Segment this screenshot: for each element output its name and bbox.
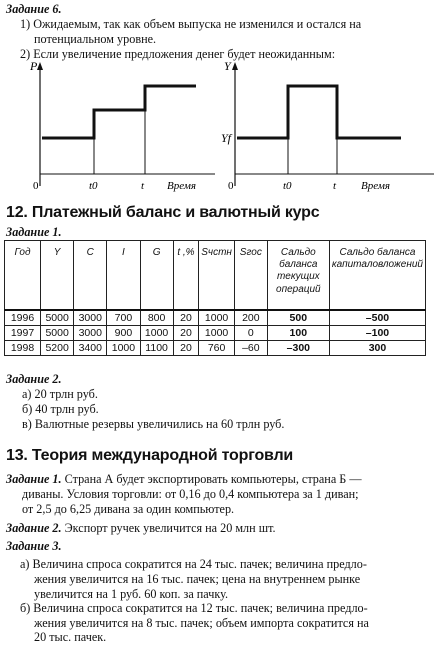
y-axis-arrow-icon [37, 62, 43, 70]
task6-title: Задание 6. [6, 2, 62, 16]
cell: 5200 [41, 341, 74, 356]
cell: 760 [199, 341, 235, 356]
cell: –60 [234, 341, 267, 356]
cell: –100 [329, 326, 425, 341]
section12-heading: 12. Платежный баланс и валютный курс [6, 204, 320, 221]
cell: 800 [140, 310, 173, 326]
t-label: t [141, 180, 145, 192]
task6-item2: 2) Если увеличение предложения денег будет неожиданным: [20, 47, 336, 61]
t-label: t [333, 180, 337, 192]
cell: 500 [267, 310, 329, 326]
price-graph [0, 58, 215, 198]
x-axis-label: Время [361, 180, 390, 192]
cell: 5000 [41, 310, 74, 326]
col-s-private: Sчстн [199, 241, 235, 311]
section13-task2-text: Экспорт ручек увеличится на 20 млн шт. [64, 521, 276, 535]
col-t: t ,% [173, 241, 199, 311]
section13-task2-title: Задание 2. [6, 521, 62, 535]
section12-task2-a: а) 20 трлн руб. [22, 387, 98, 401]
x-axis-label: Время [167, 180, 196, 192]
x-origin: 0 [33, 180, 39, 192]
section12-task2-title: Задание 2. [6, 372, 62, 386]
table-row [5, 326, 426, 341]
section13-task3-a3: увеличится на 1 руб. 60 коп. за пачку. [34, 587, 229, 601]
cell: 1000 [107, 341, 140, 356]
price-path [42, 86, 196, 138]
table-row [5, 310, 426, 326]
cell: 3000 [74, 326, 107, 341]
section13-task3-a1: а) Величина спроса сократится на 24 тыс. пачек; величина предло- [20, 557, 367, 571]
cell: 1000 [199, 326, 235, 341]
cell: 900 [107, 326, 140, 341]
section13-task3-title: Задание 3. [6, 539, 62, 553]
y-axis-arrow-icon [232, 62, 238, 70]
table-header-row [5, 241, 426, 311]
cell: 1997 [5, 326, 41, 341]
cell: 300 [329, 341, 425, 356]
cell: 3000 [74, 310, 107, 326]
cell: 1000 [140, 326, 173, 341]
section13-heading: 13. Теория международной торговли [6, 447, 294, 464]
col-year: Год [5, 241, 41, 311]
output-path [237, 86, 401, 138]
cell: 1000 [199, 310, 235, 326]
col-y: Y [41, 241, 74, 311]
task6-item1-line1: 1) Ожидаемым, так как объем выпуска не изменился и остался на [20, 17, 362, 31]
section13-task1-title: Задание 1. [6, 472, 62, 486]
cell: 1996 [5, 310, 41, 326]
cell: 100 [267, 326, 329, 341]
y-axis-label: P [30, 59, 38, 73]
cell: 5000 [41, 326, 74, 341]
x-origin: 0 [228, 180, 234, 192]
section13-task1-line1 [6, 472, 362, 487]
table-row [5, 341, 426, 356]
section12-task2-c: в) Валютные резервы увеличились на 60 трлн руб. [22, 417, 285, 431]
cell: 3400 [74, 341, 107, 356]
section13-task3-b3: 20 тыс. пачек. [34, 630, 107, 644]
y-axis-label: Y [224, 59, 231, 73]
col-s-gov: Sгос [234, 241, 267, 311]
col-i: I [107, 241, 140, 311]
cell: 200 [234, 310, 267, 326]
col-g: G [140, 241, 173, 311]
cell: 20 [173, 310, 199, 326]
section13-task1-text: Страна А будет экспортировать компьютеры, страна Б — [64, 472, 362, 486]
col-current-account: Сальдо баланса текущих операций [267, 241, 329, 311]
t0-label: t0 [283, 180, 292, 192]
cell: –300 [267, 341, 329, 356]
section13-task1-line2: диваны. Условия торговли: от 0,16 до 0,4 компьютера за 1 диван; [22, 487, 359, 501]
cell: 0 [234, 326, 267, 341]
cell: 20 [173, 326, 199, 341]
output-graph [215, 58, 434, 198]
section13-task1-line3: от 2,5 до 6,25 дивана за один компьютер. [22, 502, 235, 516]
task6-item1-line2: потенциальном уровне. [34, 32, 157, 46]
section13-task2 [6, 521, 276, 536]
col-c: C [74, 241, 107, 311]
section13-task3-a2: жения увеличится на 16 тыс. пачек; цена на внутреннем рынке [34, 572, 361, 586]
t0-label: t0 [89, 180, 98, 192]
section13-task3-b2: жения увеличится на 8 тыс. пачек; объем импорта сократится на [34, 616, 369, 630]
yf-label: Yf [221, 131, 232, 145]
section12-task1-title: Задание 1. [6, 225, 62, 239]
cell: 20 [173, 341, 199, 356]
cell: 1100 [140, 341, 173, 356]
cell: –500 [329, 310, 425, 326]
balance-table [4, 240, 426, 356]
col-capital-account: Сальдо баланса капиталовложений [329, 241, 425, 311]
section12-task2-b: б) 40 трлн руб. [22, 402, 99, 416]
cell: 1998 [5, 341, 41, 356]
section13-task3-b1: б) Величина спроса сократится на 12 тыс. пачек; величина предло- [20, 601, 368, 615]
cell: 700 [107, 310, 140, 326]
